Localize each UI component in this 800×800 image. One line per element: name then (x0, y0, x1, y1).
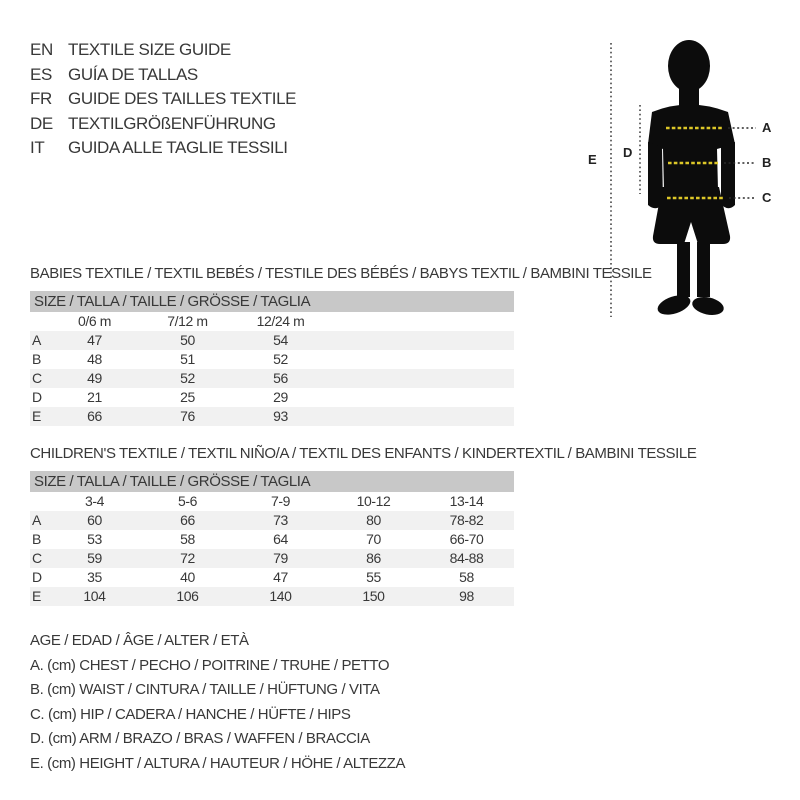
corner-cell (30, 492, 48, 511)
children-table-header-bar: SIZE / TALLA / TAILLE / GRÖSSE / TAGLIA (30, 471, 514, 492)
language-row-fr (30, 87, 296, 112)
table-row-a (30, 511, 514, 530)
column-header: 5-6 (177, 493, 198, 509)
value-cell: 47 (273, 569, 288, 585)
language-row-de (30, 112, 296, 137)
child-silhouette-icon (648, 40, 735, 318)
value-cell: 76 (180, 408, 195, 424)
value-cell: 51 (180, 351, 195, 367)
babies-column-header-row (30, 312, 514, 331)
value-cell: 66 (87, 408, 102, 424)
value-cell: 58 (459, 569, 474, 585)
column-header: 13-14 (449, 493, 484, 509)
table-row-a (30, 331, 514, 350)
value-cell: 53 (87, 531, 102, 547)
column-header: 7-9 (270, 493, 291, 509)
value-cell: 106 (176, 588, 199, 604)
value-cell: 150 (362, 588, 385, 604)
value-cell: 52 (180, 370, 195, 386)
babies-size-table (30, 291, 514, 426)
value-cell: 58 (180, 531, 195, 547)
row-label: E (32, 408, 41, 424)
value-cell: 93 (273, 408, 288, 424)
column-header: 12/24 m (256, 313, 305, 329)
language-row-en (30, 38, 296, 63)
row-label: D (32, 569, 42, 585)
value-cell: 40 (180, 569, 195, 585)
measure-label-d: D (623, 145, 633, 160)
language-title: GUIDA ALLE TAGLIE TESSILI (68, 138, 288, 157)
value-cell: 64 (273, 531, 288, 547)
table-row-c (30, 369, 514, 388)
value-cell: 79 (273, 550, 288, 566)
legend-height: E. (cm) HEIGHT / ALTURA / HAUTEUR / HÖHE / ALTEZZA (30, 754, 406, 772)
language-row-it (30, 136, 296, 161)
measurement-legend (30, 629, 405, 777)
measure-label-a: A (762, 120, 772, 135)
row-label: A (32, 512, 41, 528)
table-row-e (30, 587, 514, 606)
legend-age: AGE / EDAD / ÂGE / ALTER / ETÀ (30, 632, 249, 649)
value-cell: 104 (83, 588, 106, 604)
value-cell: 29 (273, 389, 288, 405)
language-code: EN (30, 40, 53, 59)
legend-chest: A. (cm) CHEST / PECHO / POITRINE / TRUHE / PETTO (30, 656, 390, 674)
value-cell: 55 (366, 569, 381, 585)
value-cell: 50 (180, 332, 195, 348)
corner-cell (30, 312, 48, 331)
row-label: C (32, 550, 42, 566)
language-title: GUIDE DES TAILLES TEXTILE (68, 89, 297, 108)
row-label: E (32, 588, 41, 604)
value-cell: 25 (180, 389, 195, 405)
value-cell: 47 (87, 332, 102, 348)
value-cell: 140 (269, 588, 292, 604)
table-row-b (30, 350, 514, 369)
measure-label-c: C (762, 190, 772, 205)
value-cell: 66-70 (449, 531, 484, 547)
row-label: A (32, 332, 41, 348)
value-cell: 98 (459, 588, 474, 604)
column-header: 0/6 m (77, 313, 111, 329)
value-cell: 59 (87, 550, 102, 566)
language-title: TEXTILGRÖßENFÜHRUNG (68, 113, 276, 133)
children-section-title: CHILDREN'S TEXTILE / TEXTIL NIÑO/A / TEXTIL DES ENFANTS / KINDERTEXTIL / BAMBINI TESSILE (30, 445, 697, 462)
row-label: B (32, 351, 41, 367)
language-title: TEXTILE SIZE GUIDE (68, 40, 231, 59)
value-cell: 21 (87, 389, 102, 405)
value-cell: 72 (180, 550, 195, 566)
language-code: IT (30, 138, 45, 157)
measure-label-e: E (588, 152, 597, 167)
value-cell: 66 (180, 512, 195, 528)
value-cell: 60 (87, 512, 102, 528)
column-header: 3-4 (84, 493, 105, 509)
language-code: DE (30, 113, 53, 133)
measure-label-b: B (762, 155, 772, 170)
column-header: 7/12 m (167, 313, 208, 329)
table-row-c (30, 549, 514, 568)
language-title-list (30, 38, 296, 161)
value-cell: 54 (273, 332, 288, 348)
value-cell: 80 (366, 512, 381, 528)
legend-hip: C. (cm) HIP / CADERA / HANCHE / HÜFTE / HIPS (30, 705, 351, 723)
value-cell: 70 (366, 531, 381, 547)
row-label: C (32, 370, 42, 386)
value-cell: 49 (87, 370, 102, 386)
row-label: B (32, 531, 41, 547)
table-row-b (30, 530, 514, 549)
value-cell: 48 (87, 351, 102, 367)
column-header: 10-12 (356, 493, 391, 509)
babies-section-title: BABIES TEXTILE / TEXTIL BEBÉS / TESTILE DES BÉBÉS / BABYS TEXTIL / BAMBINI TESSILE (30, 265, 652, 282)
children-column-header-row (30, 492, 514, 511)
value-cell: 86 (366, 550, 381, 566)
row-label: D (32, 389, 42, 405)
language-code: FR (30, 89, 52, 108)
children-size-table (30, 471, 514, 606)
legend-arm: D. (cm) ARM / BRAZO / BRAS / WAFFEN / BRACCIA (30, 730, 370, 748)
value-cell: 78-82 (449, 512, 484, 528)
value-cell: 56 (273, 370, 288, 386)
legend-waist: B. (cm) WAIST / CINTURA / TAILLE / HÜFTUNG / VITA (30, 681, 380, 699)
table-row-e (30, 407, 514, 426)
value-cell: 35 (87, 569, 102, 585)
table-row-d (30, 388, 514, 407)
value-cell: 52 (273, 351, 288, 367)
language-row-es (30, 63, 296, 88)
table-row-d (30, 568, 514, 587)
language-title: GUÍA DE TALLAS (68, 64, 198, 84)
value-cell: 84-88 (449, 550, 484, 566)
language-code: ES (30, 64, 52, 84)
value-cell: 73 (273, 512, 288, 528)
babies-table-header-bar: SIZE / TALLA / TAILLE / GRÖSSE / TAGLIA (30, 291, 514, 312)
